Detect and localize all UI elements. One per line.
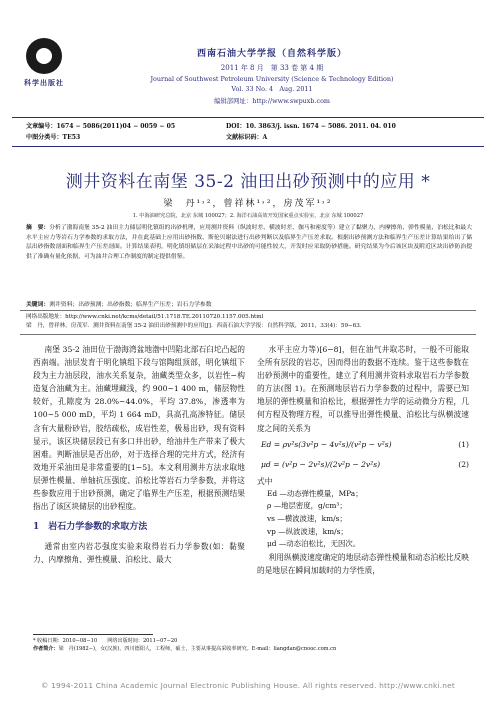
abstract — [26, 224, 472, 262]
journal-name-en: Journal of Southwest Petroleum University (Science & Technology Edition) — [150, 75, 394, 83]
equation-1-number: (1) — [458, 440, 469, 450]
body-paragraph: 南堡 35-2 油田位于渤海湾盆地渤中凹陷北部石臼坨凸起的西南端。油层发育于明化镇组下段与馆陶组顶部，明化镇组下段为主力油层段，油水关系复杂，油藏类型众多，以岩性−构造复合油藏为主。油藏埋藏浅，约 900~1 400 m，储层物性较好，孔隙度为 28.0%~44.0%，平均 37.8%，渗透率为 100~5 000 mD，平均 1 664 mD，具高孔高渗特征。储层含有大量粉砂岩，胶结疏松，成岩性差，极易出砂，现有资料显示，该区块储层段已有多口井出砂，给油井生产带来了极大困难。判断油层是否出砂，对于选择合理的完井方式，经济有效地开采油田是非常重要的[1−5]。本文利用测井方法求取地层弹性模量、单轴抗压强度、泊松比等岩石力学参数，并将这些参数应用于出砂预测，确定了临界生产压差，根据预测结果指出了该区块储层的出砂程度。 — [33, 345, 245, 512]
footnote — [33, 637, 473, 653]
network-divider — [20, 310, 476, 311]
paper-title: 测井资料在南堡 35-2 油田出砂预测中的应用 * — [65, 172, 431, 192]
journal-name-cn: 西南石油大学学报（自然科学版） — [196, 49, 347, 59]
doi: DOI：10. 3863/j. issn. 1674 − 5086. 2011. 04. 010 — [226, 123, 396, 130]
footnote-received: * 收稿日期：2010−08−10 网络出版时间：2011−07−20 — [33, 638, 178, 644]
meta-divider — [12, 146, 484, 147]
equation-2-number: (2) — [458, 460, 469, 470]
body-paragraph: 通常由室内岩芯强度实验来取得岩石力学参数(如：黏聚力、内摩擦角、弹性模量、泊松比、最大 — [33, 542, 245, 565]
author-affiliation: 1. 中海油研究总院，北京 东城 100027；2. 海洋石油高效开发国家重点实验室，北京 东城 100027 — [132, 213, 364, 219]
equation-1-formula: Ed = ρv²s(3v²p − 4v²s)/(v²p − v²s) — [261, 440, 392, 450]
publisher-logo-text: 科学出版社 — [24, 78, 64, 87]
paper-authors: 梁 丹¹˒²，曾祥林¹˒²，房茂军¹˒² — [163, 199, 333, 209]
equation-2-formula: μd = (v²p − 2v²s)/(2v²p − 2v²s) — [261, 460, 381, 470]
body-divider — [20, 334, 476, 335]
header-divider — [12, 117, 484, 118]
copyright-notice: © 1994-2011 China Academic Journal Electronic Publishing House. All rights reserved. http://www.cnki.net — [41, 681, 455, 690]
variable-definition: vp —纵波波速，km/s； — [267, 526, 348, 536]
footnote-author-label: 作者简介： — [33, 646, 59, 652]
footnote-author-text: 梁 丹(1982−)，女(汉族)，四川德阳人，工程师，硕士，主要从事提高采收率研究。E-mail：liangdan@cnooc.com.cn — [58, 646, 337, 652]
body-column-left — [33, 343, 245, 567]
body-column-right — [257, 343, 469, 577]
abstract-text: 分析了渤海南堡 35-2 油田主力储层明化镇组的出砂机理，应用测井资料（纵波时差、横波时差、伽马和密度等）建立了黏聚力、内摩擦角、弹性模量、泊松比和最大水平主应力等岩石力学参数的求取方法，并在此基础上应用出砂指数、斯伦贝谢法进行出砂判断以及临界生产压差求取。根据出砂预测方法和临界生产压差计算结果给出了储层出砂指数剖面和临界生产压差剖面。计算结果表明，明化镇组储层在采油过程中出砂的可能性较大，开发时应采取防砂措施。研究结果为今后该区块及附近区块出砂防治提供了准确有量化依据，可为油井合理工作制度的制定提供借鉴。 — [26, 225, 472, 260]
publisher-logo-emblem-icon — [26, 38, 62, 74]
document-code: 文献标识码：A — [226, 134, 268, 141]
journal-url[interactable]: 编辑部网址：http://www.swpuxb.com — [214, 97, 330, 105]
network-url[interactable]: 网络出版地址：http://www.cnki.net/kcms/detail/51.1718.TE.20110720.1157.005.html — [26, 314, 264, 320]
equation-1 — [257, 435, 469, 455]
clc-number: 中图分类号：TE53 — [26, 134, 81, 141]
keywords-text: 测井资料；出砂预测；出砂指数；临界生产压差；岩石力学参数 — [49, 302, 212, 308]
journal-info — [112, 34, 432, 105]
article-number: 文章编号：1674 − 5086(2011)04 − 0059 − 05 — [26, 123, 176, 130]
body-paragraph: 水平主应力等)[6−8]，但在油气井取芯时，一般不可能取全所有层段的岩芯，因而得出的数据不连续。鉴于这些参数在出砂预测中的重要性，建立了利用测井资料求取岩石力学参数的方法(图 1)。在预测地层岩石力学参数的过程中，需要已知地层的弹性模量和泊松比，根据弹性力学的运动微分方程，几何方程及物理方程，可以推导出弹性模量、泊松比与纵横波速度之间的关系为 — [257, 345, 469, 433]
section-heading: 1 岩石力学参数的求取方法 — [33, 522, 148, 533]
journal-header — [12, 34, 484, 114]
abstract-label: 摘 要： — [26, 225, 50, 231]
keywords-label: 关键词： — [26, 302, 50, 308]
journal-issue-cn: 2011 年 8 月 第 33 卷 第 4 期 — [220, 64, 324, 72]
variable-definition: ρ —地层密度，g/cm³； — [267, 501, 347, 511]
journal-volume-en: Vol. 33 No. 4 Aug. 2011 — [231, 85, 313, 93]
variable-intro: 式中 — [257, 476, 273, 486]
keywords — [26, 299, 472, 308]
publisher-logo — [12, 34, 74, 110]
footnote-divider — [33, 634, 153, 635]
network-publication — [26, 313, 476, 331]
variable-definition: μd —动态泊松比，无因次。 — [267, 539, 361, 549]
equation-2 — [257, 455, 469, 475]
citation: 梁 丹，曾祥林，房茂军．测井资料在南堡 35-2 油田出砂预测中的应用[J]．西南石油大学学报：自然科学版，2011，33(4)：59−63． — [26, 323, 366, 329]
variable-definition: vs —横波波速，km/s； — [267, 513, 347, 523]
body-paragraph: 利用纵横波速度确定的地层动态弹性模量和动态泊松比反映的是地层在瞬间加载时的力学性质， — [257, 552, 469, 575]
variable-definition: Ed —动态弹性模量，MPa； — [267, 488, 363, 498]
article-meta — [26, 121, 476, 143]
